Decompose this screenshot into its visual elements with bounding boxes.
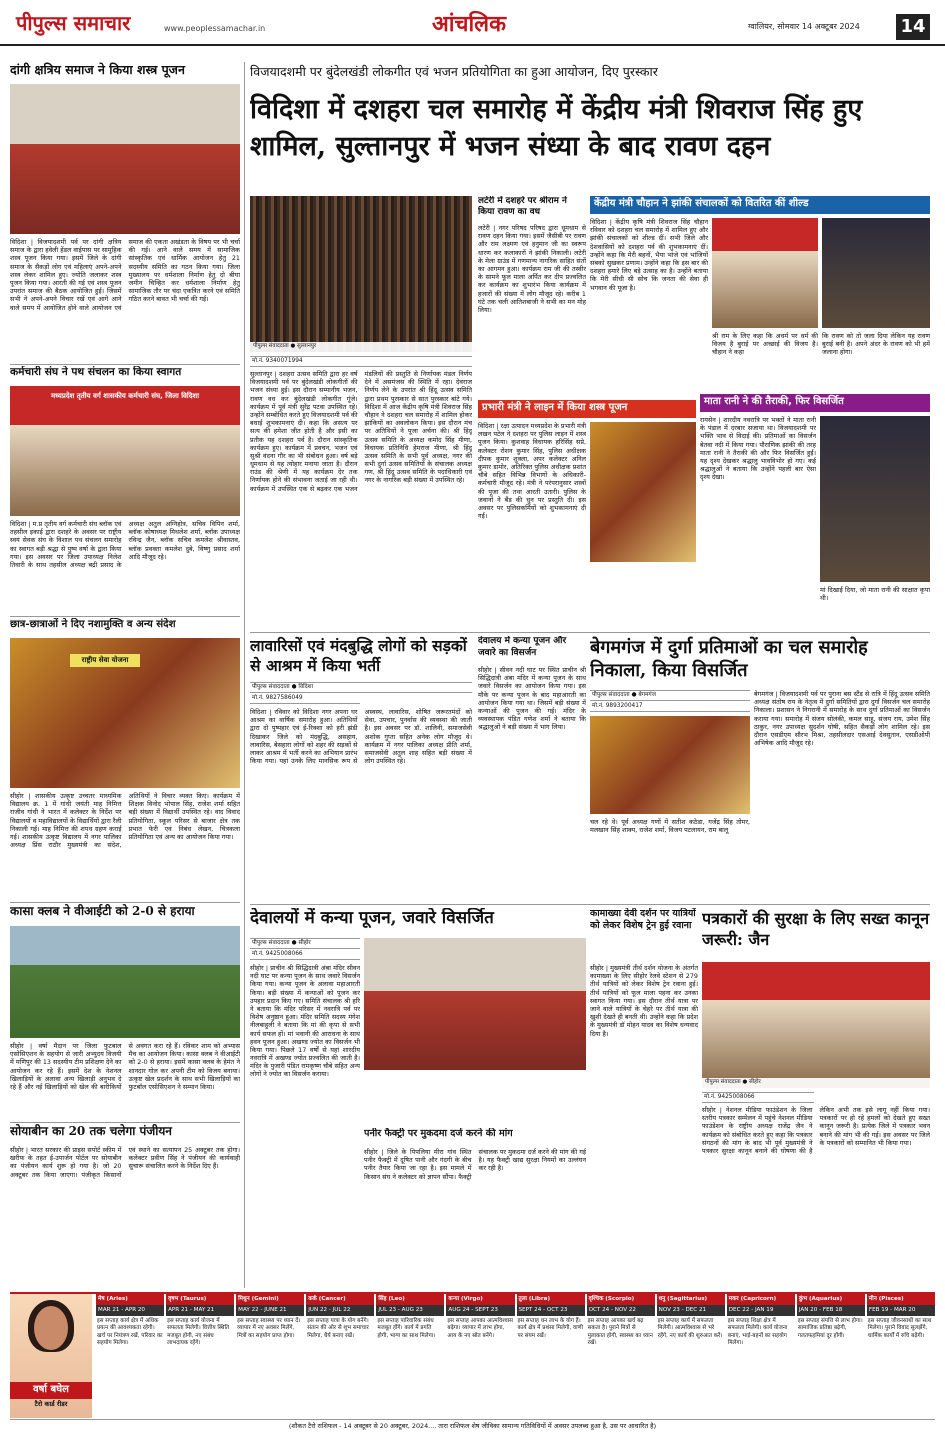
byline: पीपुल्स संवाददाता ● विदिशा xyxy=(250,682,472,693)
photo-shastra-pujan xyxy=(10,84,240,234)
body-text: सुल्तानपुर | दशहरा उत्सव समिति द्वारा हर वर्ष विजयादशमी पर्व पर बुंदेलखंडी लोकगीतों की भजन संध्या हुई। इस दौरान सम्मानीय भजन, रावण वध कर बुंदेलखंडी लोकगीत गूंजे। कार्यक्रम में पूर्व मंत्री सुरेंद्र पटवा उपस्थित रहे। उन्होंने सम्बोधित करते हुए विजयादशमी पर्व की बधाई शुभकामनाएं दी। कहा कि असत्य पर सत्य की हमेशा जीत होती है और इसी का प्रतीक यह दशहरा पर्व है। दौरान सांस्कृतिक कार्यक्रम हुए। कार्यक्रम में प्रवचन, भजन एवं सुश्री वंदना गौर का भी संबोधन हुआ। वर्ष बड़े धूमधाम से यह त्योहार मनाया जाता है। दौरान राउंड की श्रेणी में यह कार्यक्रम देर तक निर्णायक होने की संभावना जताई जा रही थी। कार्यक्रम में उपस्थित एक से बढ़कर एक भजन मंडलियों की प्रस्तुति से निर्णायक मंडल निर्णय देने में असमंजस की स्थिति में रहा। देवराज निर्णय लेने के उपरांत श्री हिंदू उत्सव समिति द्वारा प्रथम पुरस्कार से सात पुरस्कार बांटे गये। विदिशा में आज केंद्रीय कृषि मंत्री शिवराज सिंह चौहान ने दशहरा चल समारोह में शामिल होकर झांकियों का अवलोकन किया। इस दौरान मंच पर अतिथियों ने पूजा अर्चना की। श्री हिंदू उत्सव समिति के अध्यक्ष कमोद सिंह मीणा, विधायक प्रतिनिधि हेमराज मीणा, श्री हिंदू उत्सव समिति के सभी पूर्व अध्यक्ष, नगर की सभी दुर्गा उत्सव समितियों के संचालक अध्यक्ष गण, श्री हिंदू उत्सव समिति के पदाधिकारी एवं नगर के नागरिक बड़ी संख्या में उपस्थित रहे। xyxy=(250,370,472,493)
body-text: लटेरी | नगर परिषद परिषद द्वारा धूमधाम से रावण दहन किया गया। इसमें जैसीबी पर रावण और राम लक्ष्मण एवं हनुमान जी का स्वरूप धारण कर कलाकारों ने झांकी निकाली। लटेरी के मेला ग्राउंड में गणमान्य नागरिक साहित संतों का आगमन हुआ। कार्यक्रम राम जी की तस्वीर के सामने फूल माला अर्पित कर दीप प्रज्वलित कर कार्यक्रम का शुभारंभ किया कार्यक्रम में हजारों की संख्या में लोग मौजूद रहे। करीब 1 घंटे तक चली आतिशबाजी ने सभी का मन मोह लिया। xyxy=(478,224,586,314)
headline: देवालयों में कन्या पूजन, जवारे विसर्जित xyxy=(250,908,494,928)
phone: मो.नं. 9827586049 xyxy=(250,694,360,704)
headline: पनीर फैक्ट्री पर मुकदमा दर्ज करने की मांग xyxy=(364,1128,513,1139)
photo-police-line xyxy=(590,422,696,562)
phone: मो.नं. 9893200417 xyxy=(590,702,750,712)
zodiac-sign: मिथुन (Gemini) MAY 22 - JUNE 21 इस सप्ताह स्वास्थ्य पर ध्यान दें। व्यापार में नए अवसर मिलेंगे, मित्रों का सहयोग प्राप्त होगा। xyxy=(236,1294,304,1418)
photo-kanya-pujan xyxy=(364,938,586,1070)
caption-left: श्री राम के लिए कहा कि अधर्म पर धर्म की विजय है बुराई पर अच्छाई की विजय है। चौहान ने कहा xyxy=(712,332,818,357)
caption-right: कि रावण को तो जला दिया लेकिन यह रावण बुराई बनी है। अपने अंदर के रावण को भी हमें जलाना होगा। xyxy=(822,332,930,357)
photo-rally xyxy=(10,638,240,788)
astrologer-title: टैरो कार्ड रीडर xyxy=(34,1400,68,1408)
photo-caption: पीपुल्स संवाददाता ● सीहोर xyxy=(702,1078,930,1088)
body-text: रायसेन | शारदीय नवरात्रि पर भक्तों ने माता रानी के पंडाल में दरबार सजाया था। विजयादशमी पर भक्ति भाव से विदाई की। प्रतिमाओं का विसर्जन बेतवा नदी में किया गया। पौराणिक झांकी की तरह माता रानी ने तैराकी की और फिर विसर्जित हुईं। यह दृश्य देखकर श्रद्धालु भावविभोर हो गए। कई श्रद्धालुओं ने बताया कि उन्होंने पहली बार ऐसा दृश्य देखा। xyxy=(700,416,816,482)
story-kanya-pujan-1 xyxy=(478,636,586,900)
lead-headline: विदिशा में दशहरा चल समारोह में केंद्रीय मंत्री शिवराज सिंह हुए शामिल, सुल्तानपुर में भजन संध्या के बाद रावण दहन xyxy=(250,94,863,162)
zodiac-sign: मीन (Pisces) FEB 19 - MAR 20 इस सप्ताह जीवनसाथी का साथ मिलेगा। पुराने विवाद सुलझेंगे, धार्मिक कार्यों में रुचि बढ़ेगी। xyxy=(867,1294,935,1418)
astrologer-name: वर्षा बघेल xyxy=(10,1382,92,1399)
banner-text: मध्यप्रदेश तृतीय वर्ग शासकीय कर्मचारी संघ, जिला विदिशा xyxy=(50,392,200,400)
dateline: ग्वालियर, सोमवार 14 अक्टूबर 2024 xyxy=(748,22,860,31)
photo-minister xyxy=(822,218,930,328)
horoscope-footer: (शौकत टैरो राशिफल - 14 अक्टूबर से 20 अक्टूबर, 2024.... तारा राशिफल शेष जीविका सामान्य गतिविधियों में अवसर उपलब्ध हुआ है, उस पर आधारित है) xyxy=(10,1419,935,1433)
story-soybean xyxy=(10,1124,240,1288)
body-text: सीहोर | सीवन नदी घाट पर स्थित प्राचीन श्री सिद्धिदात्री अंबा मंदिर में कन्या पूजन के साथ जवारे विसर्जन का आयोजन किया गया। इस मौके पर कन्या पूजन के बाद महाआरती का आयोजन किया गया था। जिसमें बड़ी संख्या में कन्याओं की पूजन की गई। मंदिर के व्यवस्थापक पंडित गणेश शर्मा ने बताया कि श्रद्धालुओं ने बड़ी संख्या में भाग लिया। xyxy=(478,666,586,732)
lead-headline-box xyxy=(250,92,930,192)
story-kanya-pujan-2 xyxy=(250,908,586,1288)
headline: केंद्रीय मंत्री चौहान ने झांकी संचालकों को वितरित कीं शील्ड xyxy=(590,196,930,214)
story-shastra-police xyxy=(478,400,696,628)
zodiac-sign: वृषभ (Taurus) APR 21 - MAY 21 इस सप्ताह कार्य योजना में सफलता मिलेगी। वित्तीय स्थिति मजबूत होगी, नए संबंध लाभदायक रहेंगे। xyxy=(166,1294,234,1418)
lead-kicker xyxy=(250,64,930,88)
phone: मो.नं. 9340071994 xyxy=(250,356,472,367)
section-title: आंचलिक xyxy=(432,11,506,37)
story-danghi-shastra-pujan xyxy=(10,62,240,362)
story-begamganj xyxy=(590,636,930,900)
phone: मो.नं. 9425008066 xyxy=(702,1092,814,1103)
zodiac-sign: सिंह (Leo) JUL 23 - AUG 23 इस सप्ताह पारिवारिक संबंध मजबूत होंगे। कार्य में प्रगति होगी, भाग्य का साथ मिलेगा। xyxy=(376,1294,444,1418)
story-mata-rani xyxy=(700,394,930,628)
page-number: 14 xyxy=(896,14,930,40)
caption: मां दिखाईं दिया, जो माता रानी की साक्षात कृपा थी। xyxy=(820,586,930,603)
body-text: विदिशा | रक्षा उत्पादन मध्यप्रदेश के प्रभारी मंत्री लखन पटेल ने दशहरा पर पुलिस लाइन में शस्त्र पूजन किया। कुशवाह विधायक हरिसिंह सप्रे, कलेक्टर रोशन कुमार सिंह, पुलिस अधीक्षक दीपक कुमार शुक्ला, अपर कलेक्टर अनिल कुमार डामोर, अतिरिक्त पुलिस अधीक्षक प्रशांत चौबे सहित विभिन्न विभागों के अधिकारी-कर्मचारी मौजूद रहे। मंत्री ने परंपरानुसार शस्त्रों की पूजा की तथा आरती उतारी। पुलिस के जवानों ने बैंड की धुन पर प्रस्तुति दी। इस अवसर पर पुलिसकर्मियों को शुभकामनाएं दी गईं। xyxy=(478,422,586,521)
banner-text: राष्ट्रीय सेवा योजना xyxy=(70,654,140,667)
headline: माता रानी ने की तैराकी, फिर विसर्जित xyxy=(700,394,930,412)
story-ashram xyxy=(250,636,472,900)
headline: कर्मचारी संघ ने पथ संचलन का किया स्वागत xyxy=(10,366,182,378)
story-nashamukti xyxy=(10,618,240,900)
zodiac-sign: तुला (Libra) SEPT 24 - OCT 23 इस सप्ताह धन लाभ के योग हैं। कार्य क्षेत्र में प्रशंसा मिलेगी, वाणी पर संयम रखें। xyxy=(517,1296,584,1339)
headline: देवालय में कन्या पूजन और जवारे का विसर्जन xyxy=(478,636,567,658)
body-text: सीहोर | प्राचीन श्री सिद्धिदात्री अंबा मंदिर सीवन नदी घाट पर कन्या पूजन के साथ जवारे विसर्जन किया गया। कन्या पूजन के अलावा महाआरती किया। बड़ी संख्या में कन्याओं को पूजन कर उपहार प्रदान किए गए। समिति संचालक श्री हरि ने बताया कि मंदिर परिसर में नवरात्रि पर्व पर विशेष अनुष्ठान हुआ। मंदिर समिति सदस्य मंगेश नीलबाहुली ने बताया कि मां की कृपा से सभी कार्य सफल हों। मां भवानी की आराधना के साथ हवन पूजन हुआ। अखण्ड ज्योत का विसर्जन भी किया गया। पिछले 17 वर्षों से यहां शारदीय नवरात्रि में अखण्ड ज्योत प्रज्वलित की जाती है। मंदिर के पुजारी पंडित रामकृष्ण चौबे सहित अन्य लोगों ने ज्योत का विसर्जन कराया। xyxy=(250,964,360,1079)
headline: सोयाबीन का 20 तक चलेगा पंजीयन xyxy=(10,1124,172,1138)
body-text: विदिशा | म.प्र तृतीय वर्ग कर्मचारी संघ ब्लॉक एवं तहसील इकाई द्वारा दशहरे के अवसर पर राष्ट्रीय स्वयं सेवक संघ के विशाल पथ संचलन समारोह का स्वागत बड़ी श्रद्धा से पुष्प वर्षा के द्वारा किया गया। इस अवसर पर जिला उपाध्यक्ष निलेश तिवारी के साथ तहसील अध्यक्ष बद्री प्रसाद के अध्यक्ष अतुल अग्निहोत्र, सचिव विपिन शर्मा, ब्लॉक कोषाध्यक्ष मिथलेश शर्मा, ब्लॉक उपाध्यक्ष रविन्द्र जैन, ब्लॉक सचिव कमलेश श्रीवास्तव, ब्लॉक प्रवक्ता कमलेश दुबे, विष्णु प्रसाद शर्मा आदि मौजूद रहे। xyxy=(10,520,240,569)
story-shield-distribution xyxy=(590,196,930,388)
story-lateri xyxy=(478,196,586,396)
photo-durga-idol xyxy=(820,416,930,582)
story-kamakhya xyxy=(590,908,698,1288)
body-text: सीहोर | भारत सरकार की प्राइस सपोर्ट स्कीम में खरीफ के तहत ई-उपार्जन पोर्टल पर सोयाबीन का पंजीयन कार्य शुरू हो गया है। जो 20 अक्टूबर तक किया जाएगा। पंजीकृत किसानों एवं स्थाने का सत्यापन 25 अक्टूबर तक होगा। कलेक्टर प्रवीण सिंह ने पंजीयन की कार्यवाही सुचारू संचालित करने के निर्देश दिए हैं। xyxy=(10,1146,240,1179)
headline: दांगी क्षत्रिय समाज ने किया शस्त्र पूजन xyxy=(10,62,185,77)
byline: पीपुल्स संवाददाता ● सीहोर xyxy=(250,938,360,949)
photo-procession xyxy=(590,716,750,814)
body-text: विदिशा | विजयादशमी पर्व पर दांगी क्षत्रिय समाज के द्वारा हवेली हेंडल वाईपास पर सामूहिक शस्त्र पूजन किया गया। इसमें जिले के दांगी समाज के सैकड़ों लोग एवं महिलाएं अपने-अपने शस्त्र लेकर शामिल हुए। ज्योति जलाकर शस्त्र पूजन किया गया। आरती की गई एवं शस्त्र पूजन उपरांत समाज की बैठक आयोजित हुई। जिसमें सभी ने अपने-अपने विचार रखें एवं आगे आने वाले समय में आयोजित होने वाले आयोजन एवं समाज की एकता अखंडता के विषय पर भी चर्चा की गई। आने वाले समय में सामाजिक सांस्कृतिक एवं धार्मिक आयोजन हेतु 21 सदस्यीय समिति का गठन किया गया। जिला मुख्यालय पर धर्मशाला निर्माण हेतु दो बीघा जमीन चिन्हित कर धर्मशाला निर्माण हेतु सामाजिक तौर पर चंदा एकत्रित करने एवं समिति गठित करने बावत भी चर्चा की गई। xyxy=(10,238,240,312)
newspaper-logo: पीपुल्स समाचार xyxy=(16,11,131,35)
headline: लटेरी में दशहरे पर श्रीराम ने किया रावण का वध xyxy=(478,196,567,218)
body-text: विदिशा | केंद्रीय कृषि मंत्री शिवराज सिंह चौहान रविवार को दशहरा चल समारोह में शामिल हुए और झांकी संचालकों को शील्ड दीं। सभी जिले और देशवासियों को दशहरा पर्व की शुभकामनाएं दीं। उन्होंने कहा कि मेरी बहनों, भैया भांजे एवं भांजियों सबको सुखकर प्रणाम। उन्होंने कहा कि इस बार की दशहरा हमारे लिए बड़े उत्साह का है। उन्होंने बताया कि मेरी सीधी सी सोच कि जनता की सेवा ही भगवान की पूजा है। xyxy=(590,218,708,292)
body-text: सीहोर | जिले के पिपलिया मीरा गांव स्थित पनीर फैक्ट्री में दूषित पानी और गंदगी के बीच पनीर तैयार किया जा रहा है। इस मामले में किसान संघ ने कलेक्टर को ज्ञापन सौंपा। फैक्ट्री संचालक पर मुकदमा दर्ज करने की मांग की गई है। यह फैक्ट्री खाद्य सुरक्षा नियमों का उल्लंघन कर रही है। xyxy=(364,1148,586,1181)
zodiac-sign: कुंभ (Aquarius) JAN 20 - FEB 18 इस सप्ताह संपत्ति से लाभ होगा। सामाजिक प्रतिष्ठा बढ़ेगी, गलतफहमियां दूर होंगी। xyxy=(797,1294,865,1418)
byline: पीपुल्स संवाददाता ● बेगमगंज xyxy=(590,690,750,701)
headline: बेगमगंज में दुर्गा प्रतिमाओं का चल समारोह निकाला, किया विसर्जित xyxy=(590,637,868,682)
zodiac-sign: मेष (Aries) MAR 21 - APR 20 इस सप्ताह कार्य क्षेत्र में अधिक प्रयत्न की आवश्यकता रहेगी। खर्च पर नियंत्रण रखें, परिवार का सहयोग मिलेगा। xyxy=(97,1296,163,1346)
body-text: सीहोर | नेशनल मीडिया फाउंडेशन के जिला स्तरीय पत्रकार सम्मेलन में पहुंचे नेशनल मीडिया फाउंडेशन के राष्ट्रीय अध्यक्ष राजेंद्र जैन ने कार्यक्रम को संबोधित करते हुए कहा कि पत्रकार संगठनों की मांग के बाद भी पूर्व मुख्यमंत्री ने पत्रकार सुरक्षा कानून बनाने की घोषणा की है लेकिन अभी तक इसे लागू नहीं किया गया। पत्रकारों पर हो रहे हमलों को देखते हुए सख्त कानून जरूरी है। प्रत्येक जिले में पत्रकार भवन बनाने की मांग भी की गई। इस अवसर पर जिले के पत्रकारों को सम्मानित भी किया गया। xyxy=(702,1106,930,1155)
headline: पत्रकारों की सुरक्षा के लिए सख्त कानून जरूरी: जैन xyxy=(702,909,930,950)
zodiac-sign: कर्क (Cancer) JUN 22 - JUL 22 इस सप्ताह यात्रा के योग बनेंगे। संतान की ओर से शुभ समाचार मिलेगा, धैर्य बनाए रखें। xyxy=(306,1294,374,1418)
photo-bhajan-sandhya xyxy=(250,196,472,352)
body-text: सीहोर | शासकीय उत्कृष्ट उच्चतर माध्यमिक विद्यालय क्र. 1 में गांधी जयंती माह निमित्त राजीव गांधी ने भारत में कलेक्टर के निर्देश पर विद्यालयों व महाविद्यालयों के विद्यार्थियों द्वारा रैली निकाली गई। माह निमित्त की शपथ ग्रहण कराई गई। शासकीय उत्कृष्ट विद्यालय में नगर पालिका अध्यक्ष प्रिंस राठौर मुख्यमंत्री का संदेश, अतिथियों ने विचार व्यक्त किए। कार्यक्रम में शिक्षक विनोद भोपाल सिंह, राजेश शर्मा सहित बड़ी संख्या में विद्यार्थी उपस्थित रहे। वाद विवाद प्रतियोगिता, स्कूल परिसर से बाजार क्षेत्र तक प्रभात फेरी एवं निबंध लेखन, चित्रकला प्रतियोगिता एवं अन्य का आयोजन किया गया। xyxy=(10,792,240,850)
caption: चल रहे थे। पूर्व अध्यक्ष गणों में सतीश कठेडा, गजेंद्र सिंह तोमर, मलखान सिंह शाक्य, राजेश शर्मा, विजय पटलायन, राम बालू xyxy=(590,818,750,835)
headline: प्रभारी मंत्री ने लाइन में किया शस्त्र पूजन xyxy=(478,400,696,418)
photo-football xyxy=(10,926,240,1038)
zodiac-sign: मकर (Capricorn) DEC 22 - JAN 19 इस सप्ताह शिक्षा क्षेत्र में सफलता मिलेगी। कार्य योजना बनाएं, भाई-बहनों का सहयोग मिलेगा। xyxy=(727,1294,795,1418)
story-patrakar xyxy=(702,908,930,1288)
body-text: बेगमगंज | विजयादशमी पर्व पर पुराना बस स्टैंड से रात्रि में हिंदू उत्सव समिति अध्यक्ष संतोष राय के नेतृत्व में दुर्गा समितियों द्वारा दुर्गा विसर्जन चल समारोह निकाला। प्रशासन ने निगरानी में समारोह के साथ दुर्गा प्रतिमाओं का विसर्जन कराया गया। समारोह में संजय सोलंकी, कमल साहू, संजय राय, उमेश सिंह ठाकुर, नगर उपाध्यक्ष सुदर्शन घोषी, सहित सैकड़ों लोग शामिल रहे। इस दौरान एसडीएम सौरभ मिश्रा, तहसीलदार एसआई देवसुतान, एसडीओपी अभिषेक आदि मौजूद रहे। xyxy=(754,690,930,748)
headline: कासा क्लब ने वीआईटी को 2-0 से हराया xyxy=(10,904,195,918)
website: www.peoplessamachar.in xyxy=(164,24,266,33)
photo-patrakar xyxy=(702,962,930,1088)
headline: लावारिसों एवं मंदबुद्धि लोगों को सड़कों से आश्रम में किया भर्ती xyxy=(250,636,467,676)
photo-karmchari xyxy=(10,386,240,516)
masthead xyxy=(0,0,945,46)
photo-shield xyxy=(712,218,818,328)
body-text-cont xyxy=(364,1074,586,1132)
story-paneer xyxy=(364,1128,586,1288)
body-text: सीहोर | मुख्यमंत्री तीर्थ दर्शन योजना के अंतर्गत कामाख्या के लिए सीहोर रेलवे स्टेशन से 279 तीर्थ यात्रियों को लेकर विशेष ट्रेन रवाना हुई। तीर्थ यात्रियों को फूल माला पहना कर उनका स्वागत किया गया। इस दौरान तीर्थ यात्रा पर जाने वाले यात्रियों के चेहरे पर तीर्थ यात्रा की खुशी देखते ही बनती थी। उन्होंने कहा कि प्रदेश के मुख्यमंत्री डॉ मोहन यादव का विशेष धन्यवाद दिया है। xyxy=(590,964,698,1038)
zodiac-sign: कन्या (Virgo) AUG 24 - SEPT 23 इस सप्ताह आपका आत्मविश्वास बढ़ेगा। व्यापार में लाभ होगा, आय के नए स्रोत बनेंगे। xyxy=(447,1296,513,1339)
horoscope-strip xyxy=(10,1292,935,1418)
story-kasa-club xyxy=(10,904,240,1120)
phone: मो.नं. 9425008066 xyxy=(250,950,360,960)
astrologer-photo xyxy=(10,1294,92,1418)
zodiac-sign: वृश्चिक (Scorpio) OCT 24 - NOV 22 इस सप्ताह आपका खर्च बढ़ सकता है। पुराने मित्रों से मुलाकात होगी, स्वास्थ्य का ध्यान रखें। xyxy=(587,1296,653,1346)
headline: छात्र-छात्राओं ने दिए नशामुक्ति व अन्य संदेश xyxy=(10,618,176,630)
zodiac-grid xyxy=(96,1294,935,1418)
kicker: विजयादशमी पर बुंदेलखंडी लोकगीत एवं भजन प्रतियोगिता का हुआ आयोजन, दिए पुरस्कार xyxy=(250,64,658,79)
body-text: सीहोर | वर्षा मैदान पर जिला फुटबाल एसोसिएशन के सहयोग से जारी अभ्युदय विजयी में मणिपुर की 13 सदस्यीय टीम प्रशिक्षण देने का आयोजन कर रहे हैं। इसमें देश के नेशनल खिलाड़ियों के अलावा अन्य खिलाड़ी अनुभव दे रहे हैं और नई खिलाड़ियों को खेल की बारीकियों से अवगत करा रहे हैं। रविवार शाम को अभ्यास मैच का आयोजन किया। कासा क्लब ने वीआईटी को 2-0 से हराया। इसमें कासा क्लब के हेमंत ने शानदार गोल कर अपनी टीम को विजय बनाया। उत्कृष्ट खेल प्रदर्शन के साथ सभी खिलाड़ियों का फुटबॉल एसोसिएशन ने सम्मान किया। xyxy=(10,1042,240,1091)
story-karmchari-sangh xyxy=(10,366,240,614)
body-text: विदिशा | रविवार को विदिशा नगर अपना घर आश्रम का वार्षिक समारोह हुआ। अतिथियों द्वारा दो पुष्पहार एवं ई-रिक्शा को हरी झंडी दिखाकर जिले को मंदबुद्धि, असहाय, लावारिस, बेसहारा लोगों को शहर की सड़कों से लाकर आश्रम में भर्ती करने का अभियान प्रारंभ किया गया। यहां उनके लिए मानसिक रूप से अस्वस्थ, लावारिस, शोषित जरूरतमंदों को सेवा, उपचार, पुनर्वास की व्यवस्था की जाती है। इस अवसर पर डॉ. शालिनी, समाजसेवी अशोक गुप्ता सहित अनेक लोग मौजूद थे। कार्यक्रम में नगर पालिका अध्यक्ष प्रीति शर्मा, समाजसेवी अतुल शाह सहित बड़ी संख्या में लोग उपस्थित रहे। xyxy=(250,708,472,766)
headline: कामाख्या देवी दर्शन पर यात्रियों को लेकर विशेष ट्रेन हुई रवाना xyxy=(590,908,696,932)
photo-caption: पीपुल्स संवाददाता ● सुल्तानपुर xyxy=(250,342,472,352)
zodiac-sign: धनु (Sagittarius) NOV 23 - DEC 21 इस सप्ताह कार्य में सफलता मिलेगी। आत्मविश्वास से भरे रहेंगे, नए कार्य की शुरुआत करें। xyxy=(657,1294,725,1418)
